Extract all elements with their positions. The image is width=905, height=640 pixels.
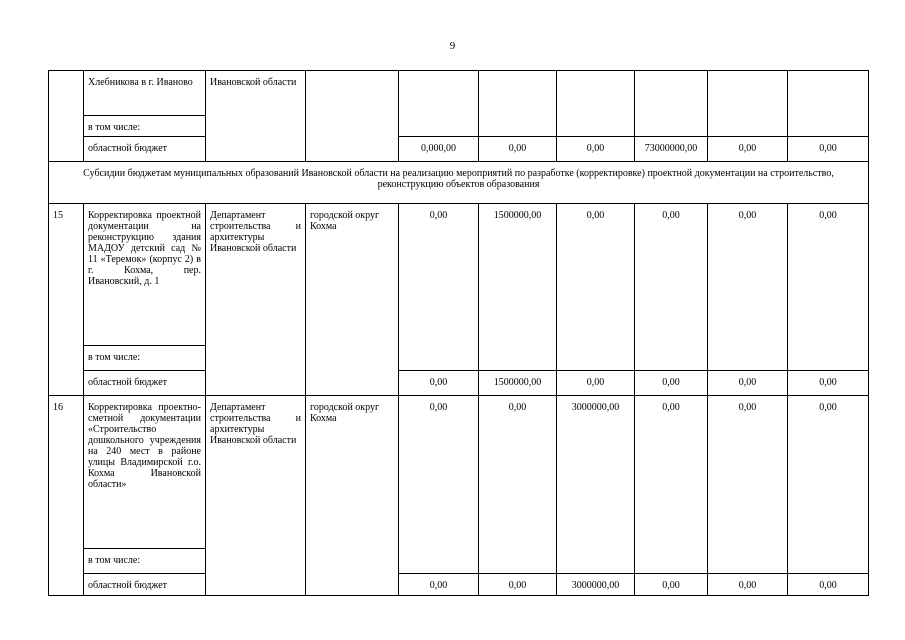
value-cell: 0,00 <box>708 395 788 573</box>
budget-table <box>48 70 869 596</box>
value-cell: 0,00 <box>479 395 557 573</box>
table-row <box>49 573 869 595</box>
including-label: в том числе: <box>84 549 206 573</box>
value-cell: 0,00 <box>399 204 479 371</box>
value-cell: 0,00 <box>399 395 479 573</box>
value-cell <box>557 71 635 137</box>
row-number-cell <box>49 71 84 162</box>
including-label: в том числе: <box>84 115 206 136</box>
regional-budget-label: областной бюджет <box>84 573 206 595</box>
value-cell: 0,00 <box>479 137 557 161</box>
project-name-cell: Корректировка проектной документации на реконструкцию здания МАДОУ детский сад № 11 «Теремок» (корпус 2) в г. Кохма, пер. Ивановский, д. 1 <box>84 204 206 345</box>
value-cell: 0,00 <box>557 137 635 161</box>
value-cell: 0,000,00 <box>399 137 479 161</box>
value-cell: 0,00 <box>708 204 788 371</box>
value-cell: 3000000,00 <box>557 395 635 573</box>
municipality-cell <box>306 71 399 162</box>
including-label: в том числе: <box>84 345 206 370</box>
value-cell: 0,00 <box>635 573 708 595</box>
table-row <box>49 204 869 345</box>
project-name-cell: Корректировка проектно-сметной документации «Строительство дошкольного учреждения на 240 мест в районе улицы Владимирской г.о. Кохма Ивановской области» <box>84 395 206 549</box>
row-number: 16 <box>49 395 84 596</box>
value-cell <box>708 71 788 137</box>
value-cell <box>635 71 708 137</box>
table-row <box>49 71 869 116</box>
value-cell: 0,00 <box>708 573 788 595</box>
section-title: Субсидии бюджетам муниципальных образований Ивановской области на реализацию мероприятий по разработке (корректировке) проектной документации на строительство, реконструкцию объектов образования <box>49 161 869 204</box>
value-cell: 0,00 <box>399 573 479 595</box>
value-cell: 0,00 <box>788 137 869 161</box>
value-cell: 0,00 <box>788 573 869 595</box>
value-cell: 0,00 <box>557 371 635 395</box>
value-cell: 73000000,00 <box>635 137 708 161</box>
section-heading-row <box>49 161 869 204</box>
department-cell: Департамент строительства и архитектуры Ивановской области <box>206 204 306 395</box>
page-number: 9 <box>449 40 456 52</box>
project-name-cell: Хлебникова в г. Иваново <box>84 71 206 116</box>
value-cell: 0,00 <box>635 204 708 371</box>
table-row <box>49 137 869 161</box>
municipality-cell: городской округ Кохма <box>306 204 399 395</box>
regional-budget-label: областной бюджет <box>84 371 206 395</box>
value-cell: 0,00 <box>708 137 788 161</box>
table-row <box>49 371 869 395</box>
value-cell <box>788 71 869 137</box>
value-cell: 0,00 <box>635 371 708 395</box>
value-cell: 0,00 <box>399 371 479 395</box>
department-cell: Департамент строительства и архитектуры Ивановской области <box>206 395 306 596</box>
value-cell: 1500000,00 <box>479 371 557 395</box>
value-cell <box>479 71 557 137</box>
value-cell <box>399 71 479 137</box>
regional-budget-label: областной бюджет <box>84 137 206 161</box>
row-number: 15 <box>49 204 84 395</box>
value-cell: 0,00 <box>557 204 635 371</box>
value-cell: 0,00 <box>788 204 869 371</box>
value-cell: 3000000,00 <box>557 573 635 595</box>
value-cell: 0,00 <box>479 573 557 595</box>
value-cell: 0,00 <box>788 371 869 395</box>
table-row <box>49 395 869 549</box>
recipient-cell: Ивановской области <box>206 71 306 162</box>
value-cell: 0,00 <box>708 371 788 395</box>
value-cell: 1500000,00 <box>479 204 557 371</box>
value-cell: 0,00 <box>635 395 708 573</box>
value-cell: 0,00 <box>788 395 869 573</box>
municipality-cell: городской округ Кохма <box>306 395 399 596</box>
